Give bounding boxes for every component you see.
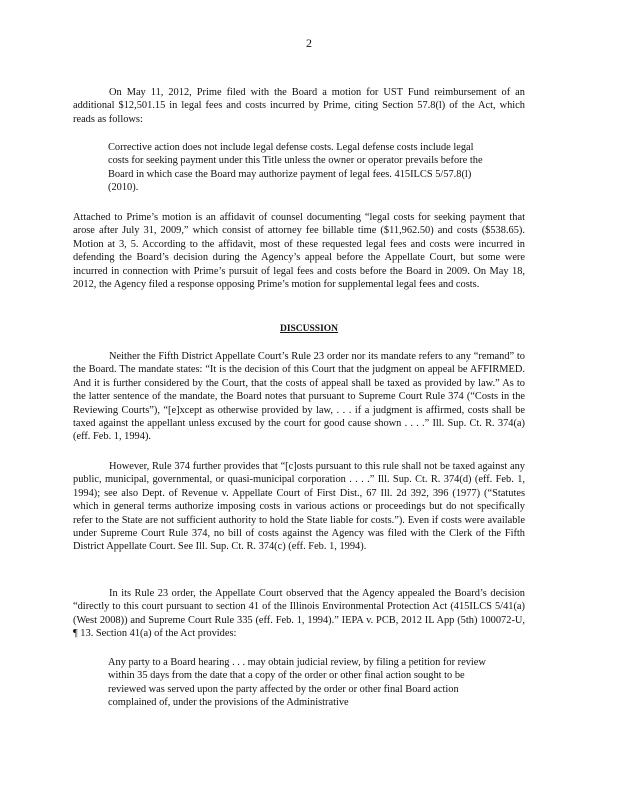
block-quote-section-41a: Any party to a Board hearing . . . may obtain judicial review, by filing a petition for review within 35 days from the date that a copy of the order or other final action sought to be reviewed was served upon the party affected by the order or other final Board action complained of, under the provisions of the Administrative	[108, 657, 486, 709]
page-number: 2	[306, 36, 312, 50]
paragraph-rule-374: However, Rule 374 further provides that “[c]osts pursuant to this rule shall not be taxed against any public, municipal, governmental, or quasi-municipal corporation . . . .” Ill. Sup. Ct. R. 374(d) (eff. Feb. 1, 1994); see also Dept. of Revenue v. Appellate Court of First Dist., 67 Ill. 2d 392, 396 (1977) (“Statutes which in general terms authorize imposing costs in various actions or proceedings but do not specifically refer to the State are not sufficient authority to hold the State liable for costs.”). Even if costs were available under Supreme Court Rule 374, no bill of costs against the Agency was filed with the Clerk of the Fifth District Appellate Court. See Ill. Sup. Ct. R. 374(c) (eff. Feb. 1, 1994).	[73, 461, 525, 553]
paragraph-affidavit: Attached to Prime’s motion is an affidavit of counsel documenting “legal costs for seeking payment that arose after July 31, 2009,” which consist of attorney fee billable time ($11,962.50) and costs ($538.65). Motion at 3, 5. According to the affidavit, most of these requested legal fees and costs were incurred in defending the Board’s decision during the Agency’s appeal before the Appellate Court, but some were incurred in connection with Prime’s pursuit of legal fees and costs before the Board in 2009. On May 18, 2012, the Agency filed a response opposing Prime’s motion for supplemental legal fees and costs.	[73, 212, 525, 291]
block-quote-section-57-8: Corrective action does not include legal defense costs. Legal defense costs include legal costs for seeking payment under this Title unless the owner or operator prevails before the Board in which case the Board may authorize payment of legal fees. 415ILCS 5/57.8(l) (2010).	[108, 142, 483, 194]
paragraph-mandate: Neither the Fifth District Appellate Court’s Rule 23 order nor its mandate refers to any “remand” to the Board. The mandate states: “It is the decision of this Court that the judgment on appeal be AFFIRMED. And it is further considered by the Court, that the costs of appeal shall be taxed as provided by law.” As to the latter sentence of the mandate, the Board notes that pursuant to Supreme Court Rule 374 (“Costs in the Reviewing Courts”), “[e]xcept as otherwise provided by law, . . . if a judgment is affirmed, costs shall be taxed against the appellant unless excused by the court for good cause shown . . . .” Ill. Sup. Ct. R. 374(a) (eff. Feb. 1, 1994).	[73, 351, 525, 443]
discussion-heading: DISCUSSION	[279, 324, 339, 334]
paragraph-motion: On May 11, 2012, Prime filed with the Board a motion for UST Fund reimbursement of an additional $12,501.15 in legal fees and costs incurred by Prime, citing Section 57.8(l) of the Act, which reads as follows:	[73, 87, 525, 125]
paragraph-rule-23-order: In its Rule 23 order, the Appellate Court observed that the Agency appealed the Board’s decision “directly to this court pursuant to section 41 of the Illinois Environmental Protection Act (415ILCS 5/41(a) (West 2008)) and Supreme Court Rule 335 (eff. Feb. 1, 1994).” IEPA v. PCB, 2012 IL App (5th) 100072-U, ¶ 13. Section 41(a) of the Act provides:	[73, 588, 525, 640]
